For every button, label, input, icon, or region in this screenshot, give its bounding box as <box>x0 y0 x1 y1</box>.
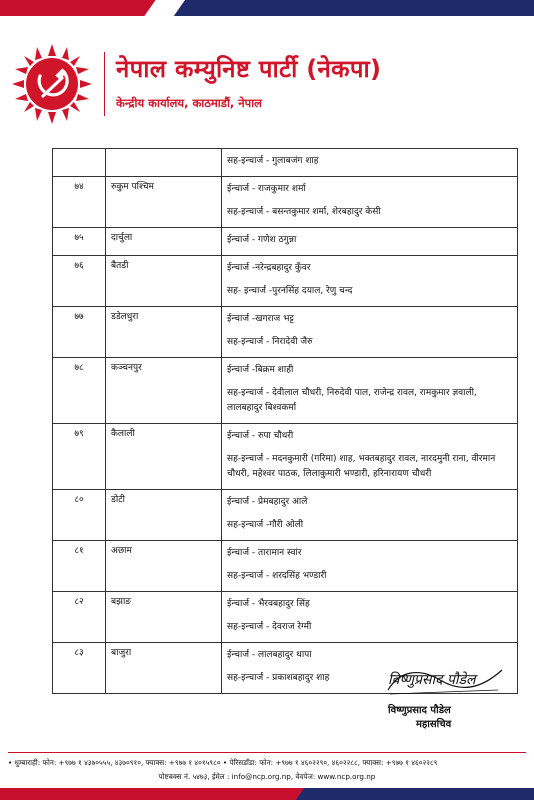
table-row <box>53 541 518 592</box>
role-entry: ईन्चार्ज - राजकुमार शर्मा <box>227 184 306 194</box>
top-blue-band <box>174 0 534 16</box>
role-entry: सह-इन्चार्ज - बसन्तकुमार शर्मा, शेरबहादुर केसी <box>227 207 381 217</box>
role-entry: ईन्चार्ज -खगराज भट्ट <box>227 314 294 324</box>
table-row <box>53 358 518 424</box>
role-entry: ईन्चार्ज - रुपा चौधरी <box>227 431 294 441</box>
role-list <box>222 358 518 424</box>
role-entry: ईन्चार्ज -बिक्रम शाही <box>227 365 294 375</box>
party-address: केन्द्रीय कार्यालय, काठमाडौं, नेपाल <box>116 96 262 110</box>
role-entry: सह-इन्चार्ज - गुलाबजंग शाह <box>227 156 319 166</box>
district-name <box>106 149 222 177</box>
footer-contact-phones: • धुम्बाराही: फोन: +९७७ १ ४३७०५५५, ४३७०९१०, फ्याक्स: +९७७ १ ४०१५९८० • पेरिसडाँडा: फोन: +९७७ १ ४६०२२९०, ४६०२२८८, फ्याक्स: +९७७ १ ४६०२२८९ <box>8 758 438 767</box>
party-name: नेपाल कम्युनिष्ट पार्टी (नेकपा) <box>116 55 382 83</box>
role-list <box>222 592 518 643</box>
footer-contact-web: पोष्टबक्स नं. ५४७३, ईमेल : info@ncp.org.np, वेवपेज: www.ncp.org.np <box>158 772 376 781</box>
district-name: डोटी <box>106 490 222 541</box>
role-entry: सह-इन्चार्ज - शरदसिंह भण्डारी <box>227 571 327 581</box>
role-entry: ईन्चार्ज - लालबहादुर थापा <box>227 650 312 660</box>
signature-image <box>380 660 510 702</box>
role-list <box>222 541 518 592</box>
role-entry: सह-इन्चार्ज -गौरी ओली <box>227 520 304 530</box>
role-entry: सह-इन्चार्ज - मदनकुमारी (गरिमा) शाह, भक्तबहादुर रावल, नारदमुनी राना, वीरमान चौधरी, महेश्वर पाठक, लिलाकुमारी भण्डारी, हरिनारायण चौधरी <box>227 454 496 479</box>
row-number: ७५ <box>53 228 106 256</box>
signer-title: महासचिव <box>416 719 452 730</box>
role-list <box>222 424 518 490</box>
role-list <box>222 177 518 228</box>
role-entry: ईन्चार्ज - गणेश ठगुन्ना <box>227 235 297 245</box>
role-entry: सह-इन्चार्ज - देवीलाल चौधरी, निरुदेवी पाल, राजेन्द्र रावल, रामकुमार ज्ञवाली, लालबहादुर बिश्वकर्मा <box>227 388 477 413</box>
row-number: ७७ <box>53 307 106 358</box>
district-name: रुकुम पश्चिम <box>106 177 222 228</box>
signer-name: विष्णुप्रसाद पौडेल <box>388 705 451 716</box>
table-row <box>53 490 518 541</box>
district-name: अछाम <box>106 541 222 592</box>
footer-rule <box>8 752 526 753</box>
role-entry: सह-इन्चार्ज - देवराज रेग्मी <box>227 622 312 632</box>
sun-disc-icon <box>26 58 78 110</box>
role-list <box>222 307 518 358</box>
row-number: ८० <box>53 490 106 541</box>
row-number: ७८ <box>53 358 106 424</box>
district-name: डडेलधुरा <box>106 307 222 358</box>
role-list <box>222 149 518 177</box>
district-name: बाजुरा <box>106 643 222 694</box>
role-list <box>222 490 518 541</box>
table-row <box>53 307 518 358</box>
table-row <box>53 149 518 177</box>
party-logo <box>10 42 94 126</box>
table-row <box>53 256 518 307</box>
district-name: कैलाली <box>106 424 222 490</box>
role-list <box>222 228 518 256</box>
role-entry: ईन्चार्ज - तारामान स्वांर <box>227 548 302 558</box>
row-number: ७९ <box>53 424 106 490</box>
table-row <box>53 424 518 490</box>
role-entry: ईन्चार्ज -नरेन्द्रबहादुर कुँवर <box>227 263 311 273</box>
bottom-blue-band <box>296 788 534 800</box>
signature-handwriting: विष्णुप्रसाद पौडेल <box>388 672 476 688</box>
row-number: ८२ <box>53 592 106 643</box>
district-name: बैतडी <box>106 256 222 307</box>
role-entry: सह-इन्चार्ज - प्रकाशबहादुर शाह <box>227 673 330 683</box>
role-entry: सह- इन्चार्ज -पुरनसिंह दयाल, रेणु चन्द <box>227 286 353 296</box>
role-list <box>222 256 518 307</box>
role-entry: सह-इन्चार्ज - निरादेवी जैरु <box>227 337 313 347</box>
row-number: ८१ <box>53 541 106 592</box>
row-number: ८३ <box>53 643 106 694</box>
row-number: ७६ <box>53 256 106 307</box>
role-entry: ईन्चार्ज - प्रेमबहादुर आले <box>227 497 308 507</box>
incharge-table <box>52 148 518 694</box>
district-name: बझाङ <box>106 592 222 643</box>
row-number <box>53 149 106 177</box>
table-row <box>53 228 518 256</box>
district-name: कञ्चनपुर <box>106 358 222 424</box>
role-entry: ईन्चार्ज - भैरवबहादुर सिंह <box>227 599 310 609</box>
district-name: दार्चुला <box>106 228 222 256</box>
header-divider <box>104 52 105 116</box>
table-row <box>53 592 518 643</box>
row-number: ७४ <box>53 177 106 228</box>
table-row <box>53 177 518 228</box>
